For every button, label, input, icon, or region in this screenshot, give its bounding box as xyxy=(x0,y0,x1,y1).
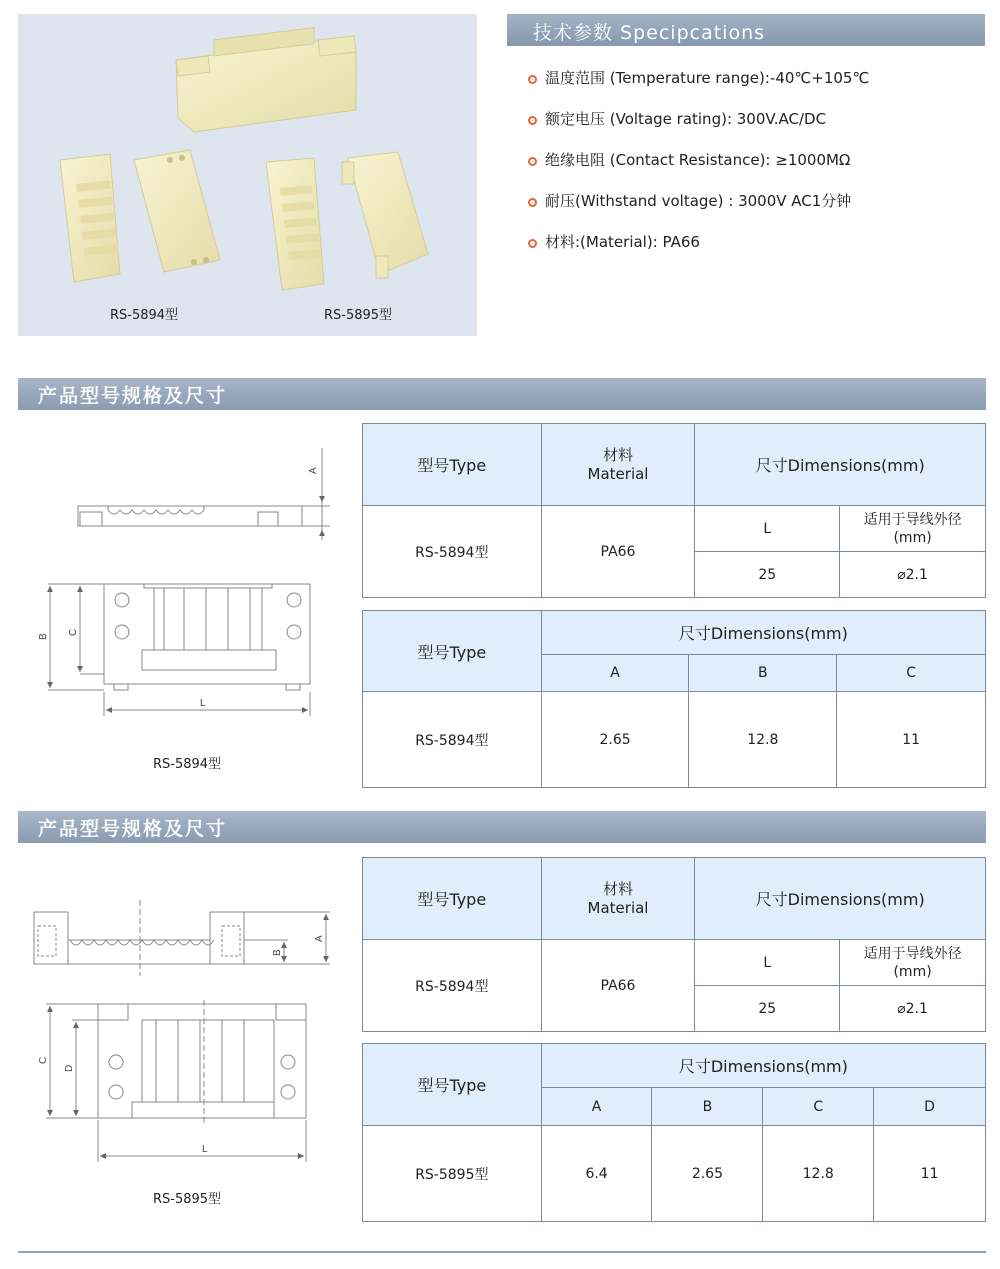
dim-label-c: C xyxy=(68,628,79,636)
dim-label-l: L xyxy=(200,698,206,709)
bullet-icon xyxy=(528,75,537,84)
section-header-rs5894 xyxy=(18,378,986,410)
header-col-d: D xyxy=(874,1088,986,1126)
header-dimensions: 尺寸Dimensions(mm) xyxy=(695,424,986,506)
header-type: 型号Type xyxy=(363,858,542,940)
dim-label-b: B xyxy=(38,633,49,640)
spec-text: 材料:(Material): PA66 xyxy=(545,233,700,251)
header-dimensions: 尺寸Dimensions(mm) xyxy=(695,858,986,940)
product-photo xyxy=(18,14,477,336)
rs5894-part-image xyxy=(60,150,220,282)
header-type: 型号Type xyxy=(363,1044,542,1126)
rs5894-dimension-table xyxy=(362,610,986,788)
rs5894-material-table xyxy=(362,423,986,598)
header-dimensions: 尺寸Dimensions(mm) xyxy=(541,1044,985,1088)
header-col-a: A xyxy=(541,655,689,692)
spec-text: 额定电压 (Voltage rating): 300V.AC/DC xyxy=(545,110,827,128)
bullet-icon xyxy=(528,239,537,248)
bullet-icon xyxy=(528,157,537,166)
header-wire-diameter: 适用于导线外径 (mm) xyxy=(840,506,986,552)
section-header-rs5895 xyxy=(18,811,986,843)
spec-item-material xyxy=(528,231,700,252)
header-l: L xyxy=(695,506,840,552)
bottom-divider xyxy=(18,1251,986,1253)
dim-label-a: A xyxy=(308,467,319,474)
spec-text: 绝缘电阻 (Contact Resistance): ≥1000MΩ xyxy=(545,151,851,169)
bullet-icon xyxy=(528,198,537,207)
cell-model: RS-5894型 xyxy=(363,506,542,598)
header-col-b: B xyxy=(689,655,837,692)
rs5895-dimension-drawing xyxy=(30,900,350,1170)
rs5895-material-table xyxy=(362,857,986,1032)
cell-model: RS-5894型 xyxy=(363,692,542,788)
cell-value-d: 11 xyxy=(874,1126,986,1222)
cell-value-c: 12.8 xyxy=(763,1126,874,1222)
header-material: 材料 Material xyxy=(541,424,695,506)
cell-value-b: 2.65 xyxy=(652,1126,763,1222)
photo-caption-rs5895: RS-5895型 xyxy=(324,308,393,323)
dim-label-c: C xyxy=(38,1056,49,1064)
cell-value-b: 12.8 xyxy=(689,692,837,788)
spec-item-temperature xyxy=(528,67,869,88)
figure-caption-rs5895: RS-5895型 xyxy=(153,1192,222,1207)
header-col-b: B xyxy=(652,1088,763,1126)
specs-header xyxy=(507,14,985,46)
header-type: 型号Type xyxy=(363,611,542,692)
spec-item-withstand xyxy=(528,190,851,211)
dim-label-d: D xyxy=(64,1064,75,1072)
figure-caption-rs5894: RS-5894型 xyxy=(153,757,222,772)
header-l: L xyxy=(695,940,840,986)
photo-caption-rs5894: RS-5894型 xyxy=(110,308,179,323)
section-title: 产品型号规格及尺寸 xyxy=(38,818,228,840)
header-type: 型号Type xyxy=(363,424,542,506)
cell-value-a: 2.65 xyxy=(541,692,689,788)
dim-label-l: L xyxy=(202,1144,208,1155)
housing-part-image xyxy=(176,28,356,132)
section-title: 产品型号规格及尺寸 xyxy=(38,385,228,407)
cell-l-value: 25 xyxy=(695,552,840,598)
header-col-a: A xyxy=(541,1088,652,1126)
cell-value-a: 6.4 xyxy=(541,1126,652,1222)
spec-item-resistance xyxy=(528,149,850,170)
cell-model: RS-5894型 xyxy=(363,940,542,1032)
cell-model: RS-5895型 xyxy=(363,1126,542,1222)
rs5894-dimension-drawing xyxy=(30,440,350,730)
header-col-c: C xyxy=(837,655,986,692)
cell-value-c: 11 xyxy=(837,692,986,788)
spec-item-voltage xyxy=(528,108,826,129)
dim-label-a: A xyxy=(314,935,325,942)
bullet-icon xyxy=(528,116,537,125)
header-dimensions: 尺寸Dimensions(mm) xyxy=(541,611,985,655)
connector-photo-illustration xyxy=(18,14,477,336)
spec-text: 温度范围 (Temperature range):-40℃+105℃ xyxy=(545,69,870,87)
dim-label-b: B xyxy=(272,949,283,956)
rs5895-dimension-table xyxy=(362,1043,986,1222)
spec-text: 耐压(Withstand voltage) : 3000V AC1分钟 xyxy=(545,192,852,210)
cell-l-value: 25 xyxy=(695,986,840,1032)
cell-wire-value: ⌀2.1 xyxy=(840,552,986,598)
rs5895-part-image xyxy=(266,152,428,290)
header-wire-diameter: 适用于导线外径 (mm) xyxy=(840,940,986,986)
header-col-c: C xyxy=(763,1088,874,1126)
header-material: 材料 Material xyxy=(541,858,695,940)
cell-material: PA66 xyxy=(541,940,695,1032)
cell-material: PA66 xyxy=(541,506,695,598)
specs-title: 技术参数 Specipcations xyxy=(533,22,766,44)
cell-wire-value: ⌀2.1 xyxy=(840,986,986,1032)
